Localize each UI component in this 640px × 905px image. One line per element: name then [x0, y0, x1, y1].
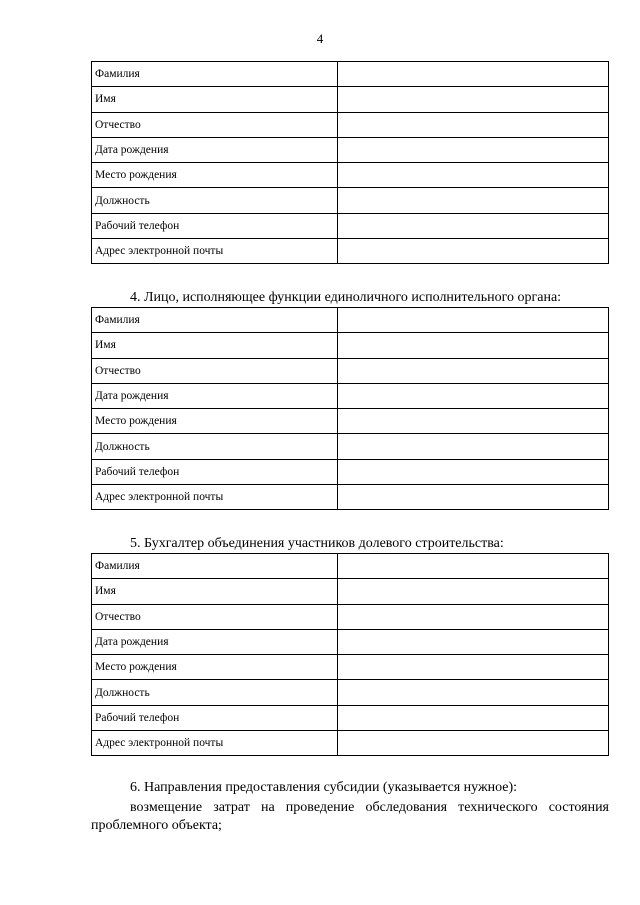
field-label: Отчество — [92, 358, 338, 383]
page-number: 4 — [316, 31, 324, 46]
field-label: Место рождения — [92, 163, 338, 188]
table-row — [92, 333, 609, 358]
field-label: Должность — [92, 434, 338, 459]
field-label: Фамилия — [92, 554, 338, 579]
table-row — [92, 655, 609, 680]
field-label: Должность — [92, 680, 338, 705]
field-label: Дата рождения — [92, 137, 338, 162]
table-row — [92, 604, 609, 629]
field-value-cell[interactable] — [338, 459, 609, 484]
field-value-cell[interactable] — [338, 579, 609, 604]
section-6-item-line-2: проблемного объекта; — [91, 818, 222, 833]
table-row — [92, 239, 609, 264]
field-value-cell[interactable] — [338, 358, 609, 383]
table-row — [92, 629, 609, 654]
field-label: Имя — [92, 579, 338, 604]
field-label: Адрес электронной почты — [92, 485, 338, 510]
field-value-cell[interactable] — [338, 308, 609, 333]
table-row — [92, 554, 609, 579]
table-row — [92, 485, 609, 510]
table-row — [92, 112, 609, 137]
field-label: Рабочий телефон — [92, 705, 338, 730]
table-row — [92, 308, 609, 333]
field-label: Дата рождения — [92, 629, 338, 654]
field-value-cell[interactable] — [338, 655, 609, 680]
field-label: Адрес электронной почты — [92, 239, 338, 264]
field-value-cell[interactable] — [338, 434, 609, 459]
field-label: Рабочий телефон — [92, 213, 338, 238]
field-label: Дата рождения — [92, 383, 338, 408]
field-value-cell[interactable] — [338, 137, 609, 162]
field-label: Рабочий телефон — [92, 459, 338, 484]
section-5-heading: 5. Бухгалтер объединения участников долевого строительства: — [130, 536, 504, 551]
section-6-heading: 6. Направления предоставления субсидии (указывается нужное): — [130, 780, 518, 795]
table-row — [92, 705, 609, 730]
field-value-cell[interactable] — [338, 554, 609, 579]
contact-table-1 — [91, 61, 609, 264]
field-label: Адрес электронной почты — [92, 731, 338, 756]
table-row — [92, 62, 609, 87]
field-value-cell[interactable] — [338, 188, 609, 213]
field-value-cell[interactable] — [338, 333, 609, 358]
field-label: Место рождения — [92, 409, 338, 434]
table-row — [92, 459, 609, 484]
table-row — [92, 358, 609, 383]
field-label: Должность — [92, 188, 338, 213]
field-value-cell[interactable] — [338, 731, 609, 756]
field-label: Фамилия — [92, 308, 338, 333]
field-value-cell[interactable] — [338, 239, 609, 264]
field-label: Место рождения — [92, 655, 338, 680]
field-value-cell[interactable] — [338, 383, 609, 408]
field-value-cell[interactable] — [338, 112, 609, 137]
field-label: Отчество — [92, 112, 338, 137]
table-row — [92, 731, 609, 756]
table-row — [92, 409, 609, 434]
field-label: Фамилия — [92, 62, 338, 87]
table-row — [92, 579, 609, 604]
field-label: Имя — [92, 333, 338, 358]
section-4-heading: 4. Лицо, исполняющее функции единоличного исполнительного органа: — [130, 290, 562, 305]
field-value-cell[interactable] — [338, 680, 609, 705]
field-value-cell[interactable] — [338, 629, 609, 654]
accountant-table — [91, 553, 609, 756]
section-6-item-line-1: возмещение затрат на проведение обследования технического состояния — [130, 800, 609, 815]
table-row — [92, 137, 609, 162]
field-value-cell[interactable] — [338, 163, 609, 188]
field-value-cell[interactable] — [338, 485, 609, 510]
field-value-cell[interactable] — [338, 213, 609, 238]
table-row — [92, 213, 609, 238]
field-value-cell[interactable] — [338, 604, 609, 629]
field-value-cell[interactable] — [338, 62, 609, 87]
table-row — [92, 163, 609, 188]
table-row — [92, 188, 609, 213]
executive-table — [91, 307, 609, 510]
table-row — [92, 87, 609, 112]
field-value-cell[interactable] — [338, 409, 609, 434]
table-row — [92, 383, 609, 408]
field-value-cell[interactable] — [338, 705, 609, 730]
table-row — [92, 680, 609, 705]
field-label: Имя — [92, 87, 338, 112]
table-row — [92, 434, 609, 459]
field-value-cell[interactable] — [338, 87, 609, 112]
field-label: Отчество — [92, 604, 338, 629]
